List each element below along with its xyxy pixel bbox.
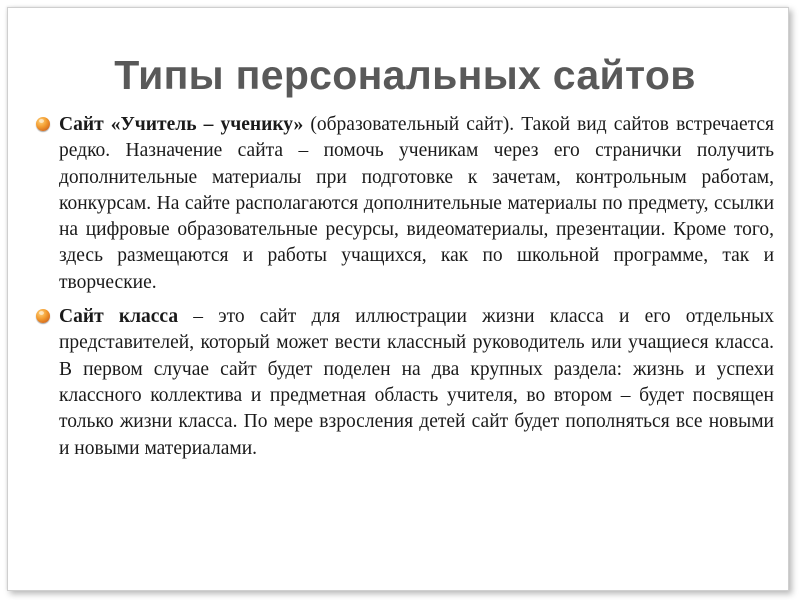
bullet-text: – это сайт для иллюстрации жизни класса и его отдельных представителей, который может вести классный руководитель или учащиеся класса. В первом случае сайт будет поделен на два крупных раздела: жизнь и успехи классного коллектива и предметная область учителя, во втором – будет посвящен только жизни класса. По мере взросления детей сайт будет пополняться все новыми и новыми материалами.: [59, 306, 775, 459]
bullet-lead: Сайт класса: [59, 306, 179, 328]
slide: [7, 7, 789, 591]
slide-body: [32, 112, 774, 470]
bullet-lead: Сайт «Учитель – ученику»: [59, 114, 304, 135]
slide-title: Типы персональных сайтов: [114, 52, 696, 98]
bullet-paragraph-teacher-site: [32, 112, 774, 296]
bullet-paragraph-class-site: [32, 304, 774, 462]
orange-sphere-bullet-icon: [36, 309, 50, 323]
bullet-text: (образовательный сайт). Такой вид сайтов встречается редко. Назначение сайта – помочь ученикам через его странички получить дополнительные материалы при подготовке к зачетам, контрольным работам, конкурсам. На сайте располагаются дополнительные материалы по предмету, ссылки на цифровые образовательные ресурсы, видеоматериалы, презентации. Кроме того, здесь размещаются и работы учащихся, как по школьной программе, так и творческие.: [59, 114, 774, 293]
orange-sphere-bullet-icon: [36, 117, 50, 131]
